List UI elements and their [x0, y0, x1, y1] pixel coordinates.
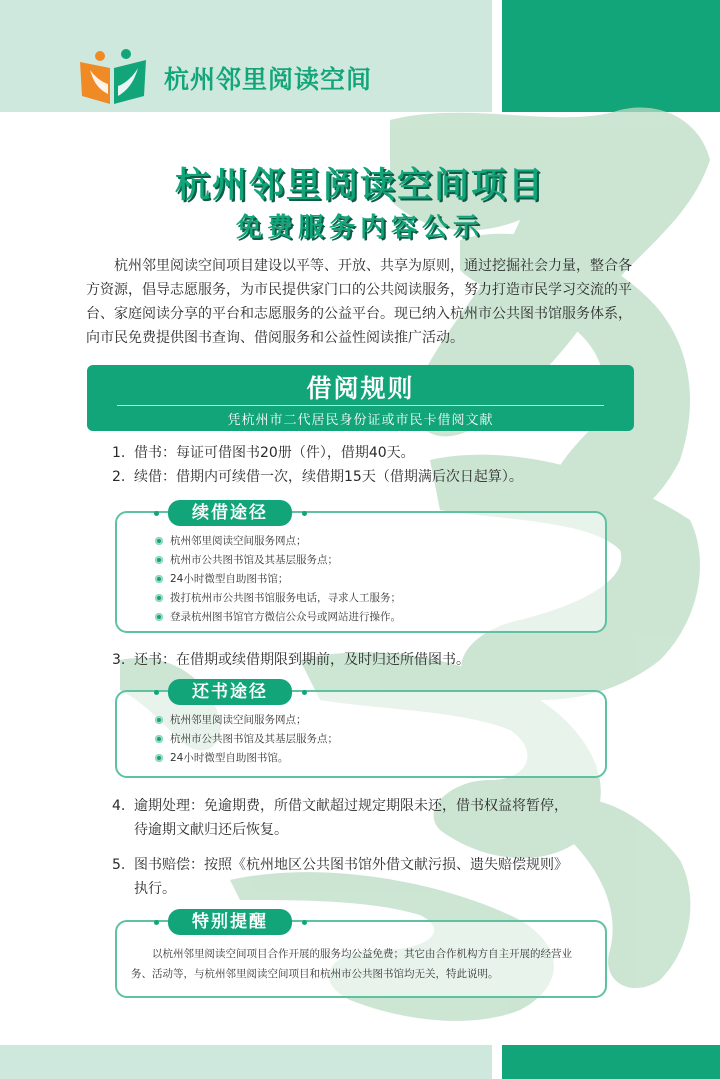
rule-item — [112, 648, 632, 672]
list-item: 登录杭州图书馆官方微信公众号或网站进行操作。 — [155, 610, 401, 624]
list-item: 24小时微型自助图书馆； — [155, 572, 288, 586]
page-subtitle: 免费服务内容公示 — [235, 213, 484, 243]
rule-text-continued: 执行。 — [134, 881, 176, 897]
list-item: 杭州市公共图书馆及其基层服务点； — [155, 553, 338, 567]
bullet-icon — [155, 754, 163, 762]
rule-number: 3. — [112, 652, 126, 668]
bottom-right-band — [502, 1045, 720, 1079]
page-title: 杭州邻里阅读空间项目 — [174, 166, 545, 206]
tag-dot — [302, 920, 307, 925]
rule-text-continued: 待逾期文献归还后恢复。 — [134, 822, 288, 838]
tag-dot — [154, 920, 159, 925]
list-item: 杭州邻里阅读空间服务网点； — [155, 534, 307, 548]
top-right-band — [502, 0, 720, 112]
rule-text: 图书赔偿：按照《杭州地区公共图书馆外借文献污损、遗失赔偿规则》 — [134, 857, 568, 873]
borrow-rules-banner — [87, 365, 634, 431]
rule-number: 2. — [112, 469, 126, 485]
rule-number: 1. — [112, 445, 126, 461]
intro-paragraph: 杭州邻里阅读空间项目建设以平等、开放、共享为原则，通过挖掘社会力量，整合各方资源，倡导志愿服务，为市民提供家门口的公共阅读服务，努力打造市民学习交流的平台、家庭阅读分享的平台和志愿服务的公益平台。现已纳入杭州市公共图书馆服务体系，向市民免费提供图书查询、借阅服务和公益性阅读推广活动。 — [86, 258, 632, 346]
banner-divider — [117, 405, 604, 406]
special-notice-title: 特别提醒 — [168, 909, 292, 935]
list-item: 拨打杭州市公共图书馆服务电话，寻求人工服务； — [155, 591, 401, 605]
bullet-icon — [155, 594, 163, 602]
rule-text: 还书：在借期或续借期限到期前，及时归还所借图书。 — [134, 652, 470, 668]
return-methods-title: 还书途径 — [168, 679, 292, 705]
list-item: 杭州邻里阅读空间服务网点； — [155, 713, 307, 727]
bullet-icon — [155, 716, 163, 724]
rule-text: 续借：借期内可续借一次，续借期15天（借期满后次日起算）。 — [134, 469, 523, 485]
rule-number: 5. — [112, 857, 126, 873]
rule-number: 4. — [112, 798, 126, 814]
reading-person-book-icon — [78, 48, 148, 106]
rule-item — [112, 441, 632, 465]
rule-item — [112, 465, 632, 489]
list-item: 24小时微型自助图书馆。 — [155, 751, 288, 765]
brand-name: 杭州邻里阅读空间 — [164, 65, 373, 94]
watermark-icon — [560, 997, 696, 1041]
tag-dot — [154, 511, 159, 516]
tag-dot — [302, 690, 307, 695]
borrow-rules-subtitle: 凭杭州市二代居民身份证或市民卡借阅文献 — [227, 413, 494, 428]
bullet-icon — [155, 537, 163, 545]
renew-methods-title: 续借途径 — [168, 500, 292, 526]
bullet-icon — [155, 556, 163, 564]
rule-item — [112, 853, 632, 901]
rule-text: 借书：每证可借图书20册（件），借期40天。 — [134, 445, 415, 461]
tag-dot — [302, 511, 307, 516]
tag-dot — [154, 690, 159, 695]
rule-item — [112, 794, 632, 842]
list-item: 杭州市公共图书馆及其基层服务点； — [155, 732, 338, 746]
bottom-left-band — [0, 1045, 492, 1079]
bullet-icon — [155, 613, 163, 621]
borrow-rules-title: 借阅规则 — [306, 374, 415, 403]
rule-text: 逾期处理：免逾期费，所借文献超过规定期限未还，借书权益将暂停， — [134, 798, 568, 814]
bullet-icon — [155, 735, 163, 743]
bullet-icon — [155, 575, 163, 583]
special-notice-text: 以杭州邻里阅读空间项目合作开展的服务均公益免费；其它由合作机构方自主开展的经营业务、活动等，与杭州邻里阅读空间项目和杭州市公共图书馆均无关，特此说明。 — [131, 948, 572, 980]
